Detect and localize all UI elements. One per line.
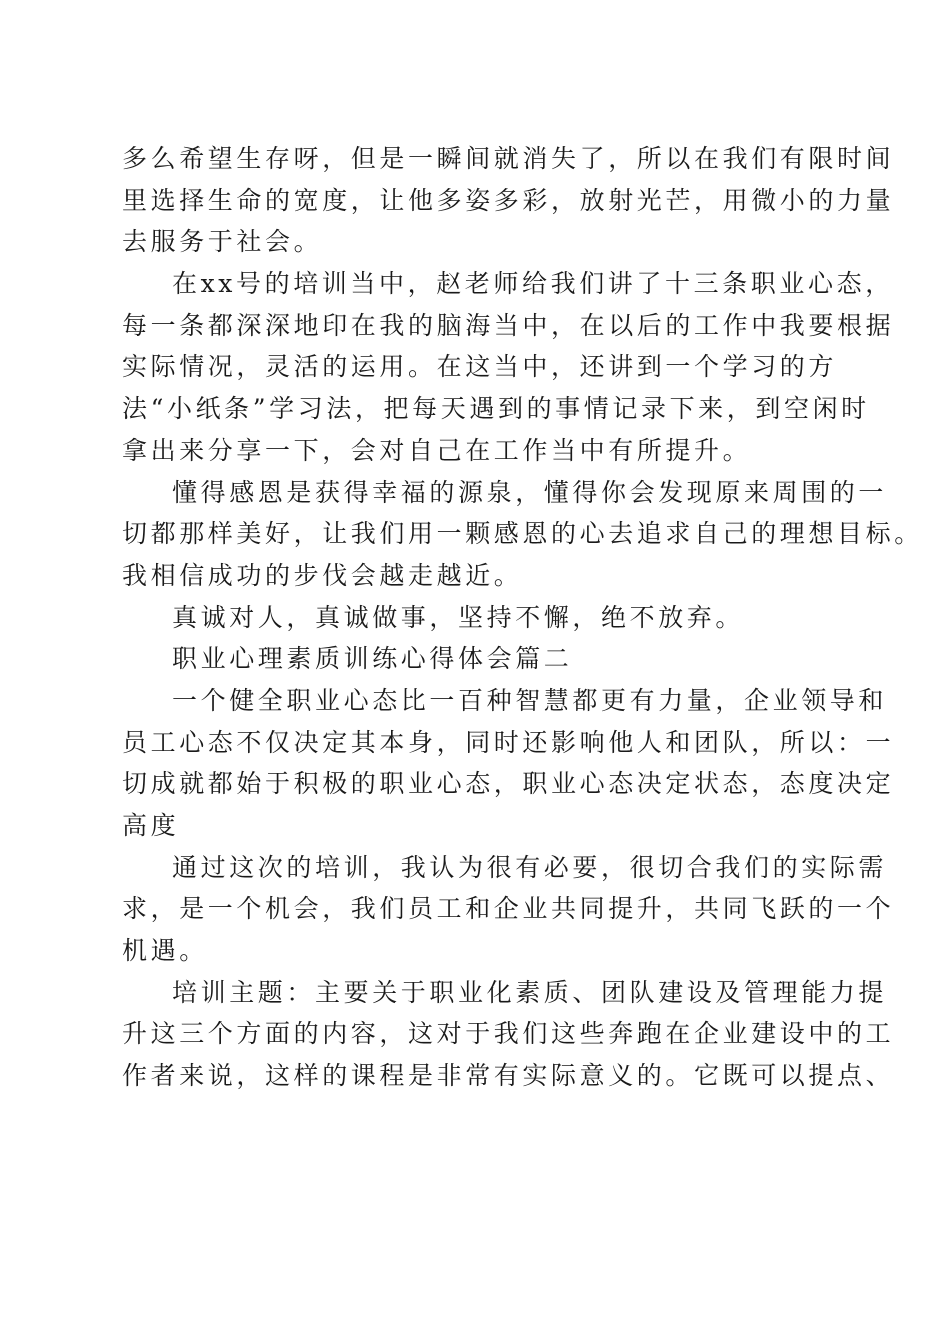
text-line: 拿出来分享一下，会对自己在工作当中有所提升。 xyxy=(122,435,752,465)
text-line: 求，是一个机会，我们员工和企业共同提升，共同飞跃的一个 xyxy=(122,894,895,924)
text-line: 通过这次的培训，我认为很有必要，很切合我们的实际需 xyxy=(172,852,888,882)
text-line: 多么希望生存呀，但是一瞬间就消失了，所以在我们有限时间 xyxy=(122,144,895,173)
text-line: 里选择生命的宽度，让他多姿多彩，放射光芒，用微小的力量 xyxy=(122,185,895,215)
text-line: 作者来说，这样的课程是非常有实际意义的。它既可以提点、 xyxy=(122,1061,895,1091)
document-body xyxy=(122,138,923,1097)
text-line: 升这三个方面的内容，这对于我们这些奔跑在企业建设中的工 xyxy=(122,1019,895,1049)
text-line: 懂得感恩是获得幸福的源泉，懂得你会发现原来周围的一 xyxy=(172,477,888,507)
text-line: 机遇。 xyxy=(122,936,208,966)
text-line: 法“小纸条”学习法，把每天遇到的事情记录下来，到空闲时 xyxy=(122,394,870,424)
text-line: 高度 xyxy=(122,811,180,840)
text-line: 每一条都深深地印在我的脑海当中，在以后的工作中我要根据 xyxy=(122,310,895,340)
text-line: 真诚对人，真诚做事，坚持不懈，绝不放弃。 xyxy=(172,602,745,632)
text-line: 在xx号的培训当中，赵老师给我们讲了十三条职业心态， xyxy=(172,269,894,299)
text-line: 我相信成功的步伐会越走越近。 xyxy=(122,560,523,590)
text-line: 员工心态不仅决定其本身，同时还影响他人和团队，所以：一 xyxy=(122,727,895,757)
text-line: 实际情况，灵活的运用。在这当中，还讲到一个学习的方 xyxy=(122,352,838,382)
text-line: 切都那样美好，让我们用一颗感恩的心去追求自己的理想目标。 xyxy=(122,519,923,549)
text-line: 一个健全职业心态比一百种智慧都更有力量，企业领导和 xyxy=(172,685,888,715)
text-line: 切成就都始于积极的职业心态，职业心态决定状态，态度决定 xyxy=(122,769,895,799)
text-line: 去服务于社会。 xyxy=(122,227,323,257)
text-line: 职业心理素质训练心得体会篇二 xyxy=(172,644,573,674)
text-line: 培训主题：主要关于职业化素质、团队建设及管理能力提 xyxy=(172,977,888,1007)
